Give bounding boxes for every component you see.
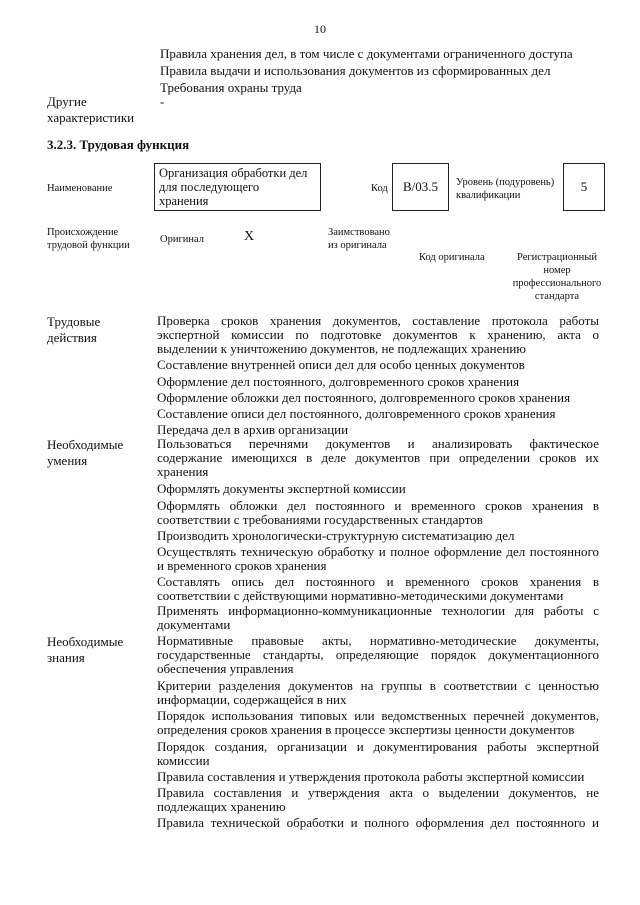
list-item xyxy=(157,816,599,830)
item-line: Нормативные правовые акты, нормативно-методические документы, xyxy=(157,633,599,648)
list-item xyxy=(157,604,599,632)
name-value-line: для последующего xyxy=(159,180,260,194)
item-line: документами xyxy=(157,617,231,632)
list-item xyxy=(157,391,599,405)
item-line: Оформлять документы экспертной комиссии xyxy=(157,481,406,496)
list-item xyxy=(157,575,599,603)
origin-label-line: Происхождение xyxy=(47,227,119,238)
list-item xyxy=(157,407,599,421)
name-label: Наименование xyxy=(47,183,113,194)
item-line: Пользоваться перечнями документов и анализировать фактическое xyxy=(157,436,599,451)
required-skills-label xyxy=(47,437,123,469)
item-line: Применять информационно-коммуникационные технологии для работы с xyxy=(157,603,599,618)
label-line: Другие xyxy=(47,94,87,109)
page-number: 10 xyxy=(314,22,326,36)
item-line: экспертной комиссии по подготовке документов к хранению, акта о xyxy=(157,327,599,342)
original-label: Оригинал xyxy=(160,234,204,245)
borrowed-label xyxy=(328,226,390,252)
item-line: комиссии xyxy=(157,753,210,768)
item-line: Порядок создания, организации и документирования работы экспертной xyxy=(157,739,599,754)
item-line: содержание имеющихся в деле документов при определении сроков их xyxy=(157,450,599,465)
other-characteristics-value: - xyxy=(160,94,165,109)
level-label-line: Уровень (подуровень) xyxy=(456,177,555,188)
item-line: хранения xyxy=(157,464,209,479)
list-item xyxy=(157,314,599,356)
item-line: соответствии с действующими нормативно-методическими документами xyxy=(157,588,564,603)
list-item xyxy=(157,709,599,737)
item-line: обеспечения управления xyxy=(157,661,294,676)
list-item xyxy=(157,499,599,527)
label-line: умения xyxy=(47,453,88,468)
item-line: Критерии разделения документов на группы в соответствии с ценностью xyxy=(157,678,599,693)
top-line: Правила хранения дел, в том числе с документами ограниченного доступа xyxy=(160,46,573,61)
item-line: Оформление обложки дел постоянного, долговременного сроков хранения xyxy=(157,390,571,405)
list-item xyxy=(157,545,599,573)
original-mark: X xyxy=(244,229,255,244)
item-line: Проверка сроков хранения документов, составление протокола работы xyxy=(157,313,599,328)
other-characteristics-label xyxy=(47,94,134,126)
item-line: Правила технической обработки и полного оформления дел постоянного и xyxy=(157,815,599,830)
item-line: Составление внутренней описи дел для особо ценных документов xyxy=(157,357,525,372)
code-original-label: Код оригинала xyxy=(419,252,485,263)
list-item xyxy=(157,375,599,389)
item-line: Составлять опись дел постоянного и временного сроков хранения в xyxy=(157,574,599,589)
name-value-box xyxy=(154,163,321,211)
origin-label xyxy=(47,226,130,252)
list-item xyxy=(157,770,599,784)
labor-actions-label xyxy=(47,314,100,346)
level-label xyxy=(456,176,554,202)
list-item xyxy=(157,482,599,496)
level-value-box: 5 xyxy=(563,163,605,211)
item-line: выделении к уничтожению документов, не подлежащих хранению xyxy=(157,341,526,356)
item-line: Передача дел в архив организации xyxy=(157,422,349,437)
item-line: Осуществлять техническую обработку и полное оформление дел постоянного xyxy=(157,544,599,559)
top-line: Требования охраны труда xyxy=(160,80,302,95)
required-knowledge-label xyxy=(47,634,123,666)
list-item xyxy=(157,634,599,676)
list-item xyxy=(157,358,599,372)
list-item xyxy=(157,437,599,479)
label-line: Необходимые xyxy=(47,437,124,452)
reg-number-line: Регистрационный xyxy=(517,252,597,263)
item-line: Составление описи дел постоянного, долговременного сроков хранения xyxy=(157,406,556,421)
item-line: подлежащих хранению xyxy=(157,799,286,814)
borrowed-label-line: из оригинала xyxy=(328,240,387,251)
item-line: государственные стандарты, определяющие порядок документационного xyxy=(157,647,599,662)
name-value-line: Организация обработки дел xyxy=(159,166,308,180)
level-label-line: квалификации xyxy=(456,190,521,201)
origin-label-line: трудовой функции xyxy=(47,240,130,251)
item-line: Порядок использования типовых или ведомственных перечней документов, xyxy=(157,708,599,723)
top-line: Правила выдачи и использования документов из сформированных дел xyxy=(160,63,551,78)
code-label: Код xyxy=(371,183,388,194)
item-line: Правила составления и утверждения протокола работы экспертной комиссии xyxy=(157,769,585,784)
reg-number-line: стандарта xyxy=(534,291,580,302)
list-item xyxy=(157,529,599,543)
item-line: Оформлять обложки дел постоянного и временного сроков хранения в xyxy=(157,498,599,513)
list-item xyxy=(157,786,599,814)
item-line: Производить хронологически-структурную систематизацию дел xyxy=(157,528,515,543)
name-value-line: хранения xyxy=(159,194,209,208)
reg-number-label xyxy=(507,251,607,303)
list-item xyxy=(157,740,599,768)
item-line: информации, содержащейся в них xyxy=(157,692,347,707)
label-line: знания xyxy=(47,650,85,665)
section-title: 3.2.3. Трудовая функция xyxy=(47,137,190,152)
item-line: Правила составления и утверждения акта о выделении документов, не xyxy=(157,785,599,800)
list-item xyxy=(157,423,599,437)
label-line: характеристики xyxy=(47,110,135,125)
label-line: Трудовые xyxy=(47,314,101,329)
label-line: Необходимые xyxy=(47,634,124,649)
item-line: Оформление дел постоянного, долговременного сроков хранения xyxy=(157,374,520,389)
label-line: действия xyxy=(47,330,97,345)
list-item xyxy=(157,679,599,707)
reg-number-line: номер xyxy=(543,265,571,276)
borrowed-label-line: Заимствовано xyxy=(328,227,390,238)
item-line: определения сроков хранения в процессе экспертизы ценности документов xyxy=(157,722,575,737)
code-value-box: В/03.5 xyxy=(392,163,449,211)
item-line: соответствии с требованиями государственных стандартов xyxy=(157,512,483,527)
item-line: и временного сроков хранения xyxy=(157,558,327,573)
reg-number-line: профессионального xyxy=(512,278,602,289)
